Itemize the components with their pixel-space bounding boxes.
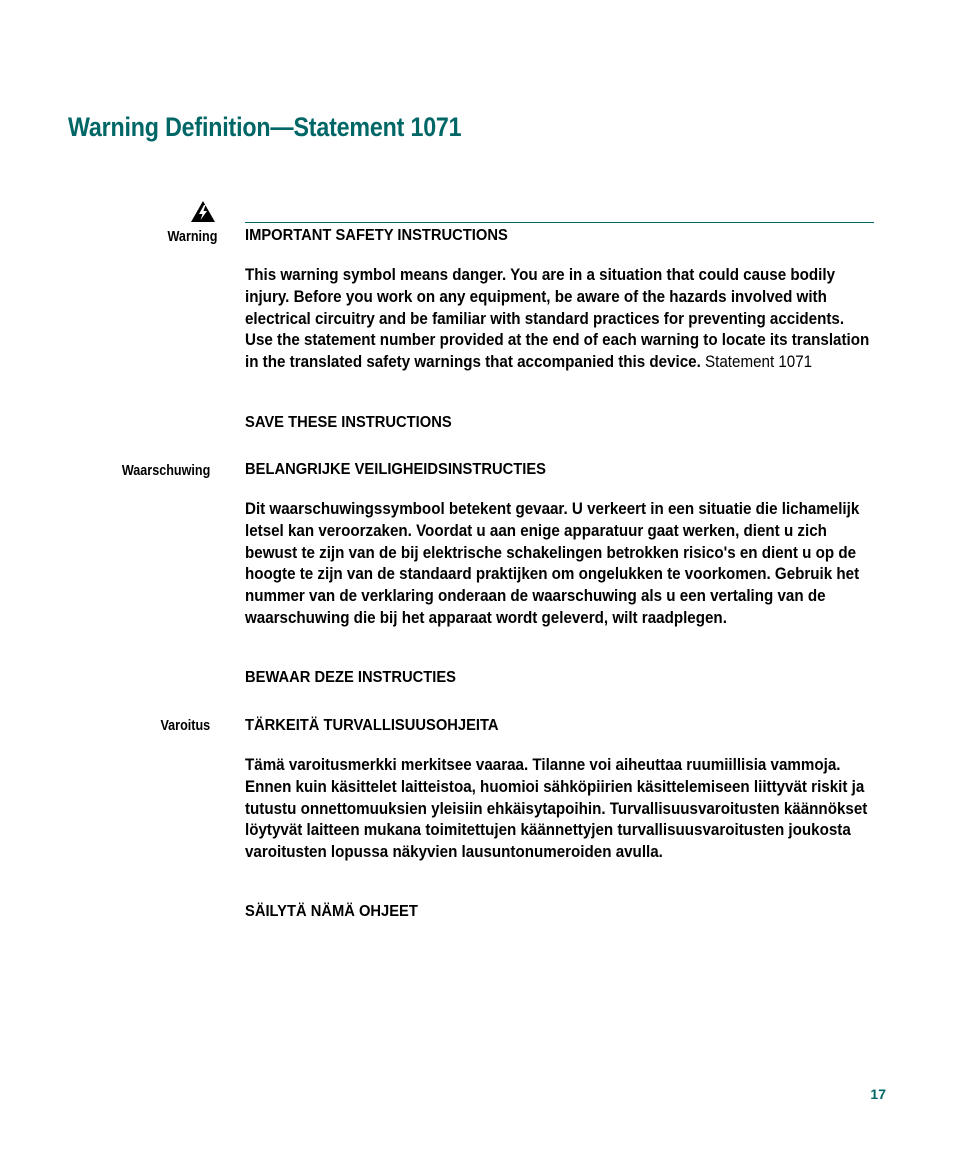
warning-label: Warning (167, 228, 217, 245)
statement-number: Statement 1071 (705, 353, 813, 372)
warning-label-nl: Waarschuwing (121, 462, 210, 479)
section-heading-nl: BELANGRIJKE VEILIGHEIDSINSTRUCTIES (245, 461, 546, 478)
page-title: Warning Definition—Statement 1071 (68, 112, 462, 142)
section-body-nl: Dit waarschuwingssymbool betekent gevaar. U verkeert in een situatie die lichamelijk letsel kan veroorzaken. Voordat u aan enige apparatuur gaat werken, dient u zich bewust te zijn van de bij elektrische schakelingen betrokken risico's en dient u op de hoogte te zijn van de standaard praktijken om ongelukken te voorkomen. Gebruik het nummer van de verklaring onderaan de waarschuwing als u een vertaling van de waarschuwing die bij het apparaat wordt geleverd, wilt raadplegen. (245, 500, 860, 627)
section-rule (245, 222, 874, 223)
section-footer-en: SAVE THESE INSTRUCTIONS (245, 414, 452, 431)
body-text-en: This warning symbol means danger. You are in a situation that could cause bodily injury. Before you work on any equipment, be aware of the hazards involved with electrical circuitry and be familiar with standard practices for preventing accidents. Use the statement number provided at the end of each warning to locate its translation in the translated safety warnings that accompanied this device. (245, 266, 870, 372)
section-body-en (245, 265, 874, 374)
page-number: 17 (870, 1086, 886, 1102)
section-heading-fi: TÄRKEITÄ TURVALLISUUSOHJEITA (245, 717, 499, 734)
section-body-fi: Tämä varoitusmerkki merkitsee vaaraa. Tilanne voi aiheuttaa ruumiillisia vammoja. Ennen kuin käsittelet laitteistoa, huomioi sähköpiirien käsittelemiseen liittyvät riskit ja tutustu onnettomuuksien yleisiin ehkäisytapoihin. Turvallisuusvaroitusten käännökset löytyvät laitteen mukana toimitettujen käännettyjen turvallisuusvaroitusten joukosta varoitusten lopussa näkyvien lausuntonumeroiden avulla. (245, 756, 868, 862)
section-footer-nl: BEWAAR DEZE INSTRUCTIES (245, 669, 456, 686)
section-footer-fi: SÄILYTÄ NÄMÄ OHJEET (245, 903, 418, 920)
warning-label-fi: Varoitus (160, 717, 210, 734)
section-heading-en: IMPORTANT SAFETY INSTRUCTIONS (245, 227, 508, 244)
warning-triangle-icon (190, 200, 216, 223)
